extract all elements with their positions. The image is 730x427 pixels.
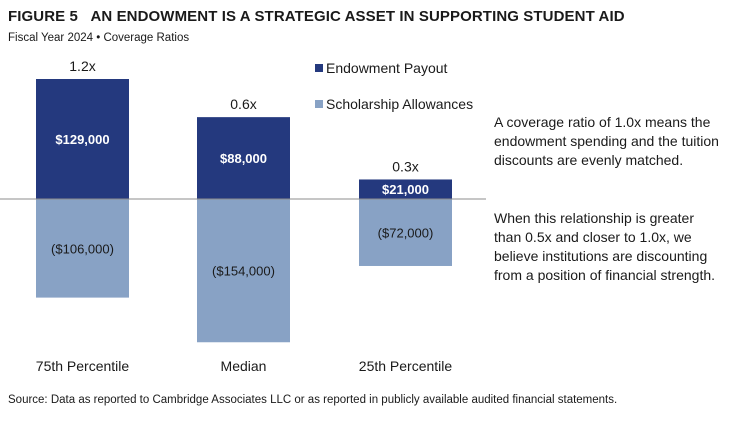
data-label-scholarship-allowances-75th-percentile: ($106,000) [51,241,114,257]
annotation-note-1: A coverage ratio of 1.0x means the endowment spending and the tuition discounts are evenly matched. [494,114,719,168]
figure-number: FIGURE 5 [8,8,78,25]
legend-label-scholarship-allowances: Scholarship Allowances [326,96,474,112]
x-axis-label-25th-percentile: 25th Percentile [358,358,453,374]
legend-label-endowment-payout: Endowment Payout [326,60,448,76]
data-label-endowment-payout-25th-percentile: $21,000 [382,182,429,198]
data-label-scholarship-allowances-25th-percentile: ($72,000) [377,225,434,241]
x-axis-label-75th-percentile: 75th Percentile [35,358,130,374]
coverage-ratio-label-median: 0.6x [230,96,257,113]
data-label-endowment-payout-median: $88,000 [220,151,267,167]
x-axis-label-median: Median [220,358,267,374]
legend-swatch-endowment-payout [315,64,323,72]
figure-title-text: AN ENDOWMENT IS A STRATEGIC ASSET IN SUPPORTING STUDENT AID [90,8,625,25]
figure-subtitle: Fiscal Year 2024 • Coverage Ratios [8,32,190,44]
source-note: Source: Data as reported to Cambridge Associates LLC or as reported in publicly available audited financial statements. [8,394,618,406]
legend-item-scholarship-allowances [315,96,473,112]
annotation-note-2: When this relationship is greater than 0.5x and closer to 1.0x, we believe institutions are discounting from a position of financial strength. [494,210,716,283]
legend-item-endowment-payout [315,60,447,76]
coverage-ratio-label-25th-percentile: 0.3x [392,158,419,175]
data-label-endowment-payout-75th-percentile: $129,000 [55,132,110,147]
coverage-ratio-label-75th-percentile: 1.2x [69,58,96,74]
legend-swatch-scholarship-allowances [315,100,323,108]
data-label-scholarship-allowances-median: ($154,000) [212,263,275,279]
